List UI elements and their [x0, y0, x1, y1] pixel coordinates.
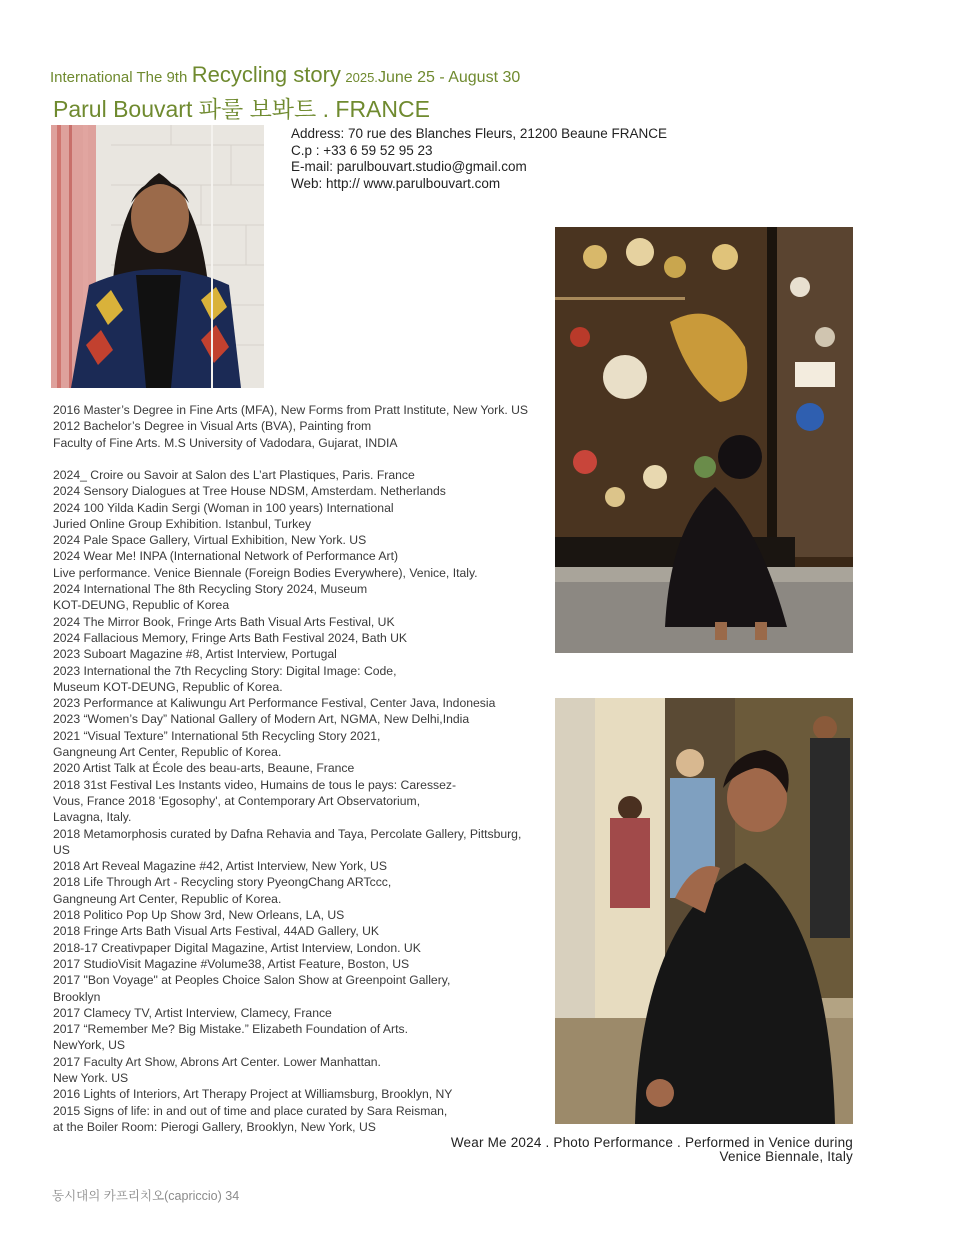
exhibition-line: 2018 31st Festival Les Instants video, Humains de tous le pays: Caressez-: [53, 777, 457, 792]
exhibition-line: 2017 StudioVisit Magazine #Volume38, Artist Feature, Boston, US: [53, 956, 410, 971]
exhibition-line: Juried Online Group Exhibition. Istanbul, Turkey: [53, 516, 312, 531]
event-prefix: International The 9th: [50, 69, 188, 86]
exhibition-line: 2018 Life Through Art - Recycling story PyeongChang ARTccc,: [53, 875, 392, 890]
exhibition-line: New York. US: [53, 1070, 129, 1085]
exhibition-line: 2024_ Croire ou Savoir at Salon des L’art Plastiques, Paris. France: [53, 468, 415, 482]
exhibition-line: US: [53, 842, 70, 857]
exhibition-line: 2023 International the 7th Recycling Story: Digital Image: Code,: [53, 663, 397, 678]
exhibition-line: 2024 International The 8th Recycling Story 2024, Museum: [53, 582, 368, 597]
education-line: Faculty of Fine Arts. M.S University of Vadodara, Gujarat, INDIA: [53, 435, 398, 450]
exhibition-line: 2017 Clamecy TV, Artist Interview, Clamecy, France: [53, 1005, 332, 1020]
page-footer: 동시대의 카프리치오(capriccio) 34: [52, 1189, 240, 1203]
exhibition-line: 2018 Fringe Arts Bath Visual Arts Festival, 44AD Gallery, UK: [53, 924, 380, 939]
caption-line: Wear Me 2024 . Photo Performance . Performed in Venice during: [450, 1135, 853, 1150]
performance-photo-mask-shop: [555, 227, 853, 653]
exhibition-line: 2018 Metamorphosis curated by Dafna Rehavia and Taya, Percolate Gallery, Pittsburg,: [53, 826, 522, 841]
exhibition-line: 2023 Performance at Kaliwungu Art Performance Festival, Center Java, Indonesia: [53, 696, 496, 711]
exhibition-line: 2015 Signs of life: in and out of time and place curated by Sara Reisman,: [53, 1103, 448, 1118]
exhibition-line: Gangneung Art Center, Republic of Korea.: [53, 891, 282, 906]
event-name: Recycling story: [191, 62, 341, 87]
exhibition-line: KOT-DEUNG, Republic of Korea: [53, 598, 230, 613]
exhibition-header: [50, 62, 520, 88]
exhibition-line: 2018-17 Creativpaper Digital Magazine, Artist Interview, London. UK: [53, 940, 421, 955]
exhibition-line: 2018 Politico Pop Up Show 3rd, New Orleans, LA, US: [53, 908, 345, 923]
photo-caption: [400, 1136, 853, 1164]
exhibition-line: 2024 The Mirror Book, Fringe Arts Bath Visual Arts Festival, UK: [53, 614, 395, 629]
exhibition-line: 2017 "Bon Voyage" at Peoples Choice Salon Show at Greenpoint Gallery,: [53, 973, 451, 988]
exhibition-line: Brooklyn: [53, 989, 101, 1004]
exhibition-line: 2024 100 Yilda Kadin Sergi (Woman in 100 years) International: [53, 500, 394, 515]
contact-website[interactable]: Web: http:// www.parulbouvart.com: [291, 175, 501, 191]
exhibition-line: 2023 “Women’s Day” National Gallery of Modern Art, NGMA, New Delhi,India: [53, 712, 470, 727]
education-list: [53, 402, 533, 451]
exhibition-list: [53, 467, 533, 1135]
event-dates: June 25 - August 30: [377, 69, 521, 86]
exhibition-line: 2018 Art Reveal Magazine #42, Artist Interview, New York, US: [53, 859, 387, 874]
exhibition-line: Lavagna, Italy.: [53, 810, 132, 825]
artist-portrait-photo: [51, 125, 264, 388]
exhibition-line: 2016 Lights of Interiors, Art Therapy Project at Williamsburg, Brooklyn, NY: [53, 1087, 453, 1102]
contact-address: Address: 70 rue des Blanches Fleurs, 21200 Beaune FRANCE: [291, 126, 667, 141]
exhibition-line: Vous, France 2018 'Egosophy', at Contemporary Art Observatorium,: [53, 793, 421, 808]
education-line: 2012 Bachelor’s Degree in Visual Arts (BVA), Painting from: [53, 419, 372, 434]
exhibition-line: 2017 Faculty Art Show, Abrons Art Center. Lower Manhattan.: [53, 1054, 381, 1069]
caption-line: Venice Biennale, Italy: [719, 1149, 853, 1164]
exhibition-line: 2024 Sensory Dialogues at Tree House NDSM, Amsterdam. Netherlands: [53, 484, 446, 499]
exhibition-line: NewYork, US: [53, 1038, 126, 1053]
exhibition-line: Gangneung Art Center, Republic of Korea.: [53, 745, 282, 760]
exhibition-line: 2024 Pale Space Gallery, Virtual Exhibition, New York. US: [53, 533, 367, 548]
exhibition-line: 2021 “Visual Texture” International 5th Recycling Story 2021,: [53, 728, 381, 743]
exhibition-line: 2024 Wear Me! INPA (International Network of Performance Art): [53, 549, 399, 564]
contact-info: [291, 126, 667, 192]
event-year: 2025.: [345, 70, 378, 85]
exhibition-line: 2020 Artist Talk at École des beau-arts, Beaune, France: [53, 761, 355, 776]
artist-name: Parul Bouvart 파룰 보봐트 . FRANCE: [53, 96, 430, 122]
exhibition-line: at the Boiler Room: Pierogi Gallery, Brooklyn, New York, US: [53, 1119, 376, 1134]
exhibition-line: 2024 Fallacious Memory, Fringe Arts Bath Festival 2024, Bath UK: [53, 630, 408, 645]
contact-phone: C.p : +33 6 59 52 95 23: [291, 142, 433, 158]
contact-email[interactable]: E-mail: parulbouvart.studio@gmail.com: [291, 159, 527, 174]
exhibition-line: 2023 Suboart Magazine #8, Artist Interview, Portugal: [53, 647, 337, 662]
exhibition-line: 2017 “Remember Me? Big Mistake.” Elizabeth Foundation of Arts.: [53, 1022, 408, 1037]
exhibition-line: Live performance. Venice Biennale (Foreign Bodies Everywhere), Venice, Italy.: [53, 565, 478, 580]
exhibition-line: Museum KOT-DEUNG, Republic of Korea.: [53, 679, 283, 694]
performance-photo-street: [555, 698, 853, 1124]
education-line: 2016 Master’s Degree in Fine Arts (MFA), New Forms from Pratt Institute, New York. US: [53, 403, 529, 417]
